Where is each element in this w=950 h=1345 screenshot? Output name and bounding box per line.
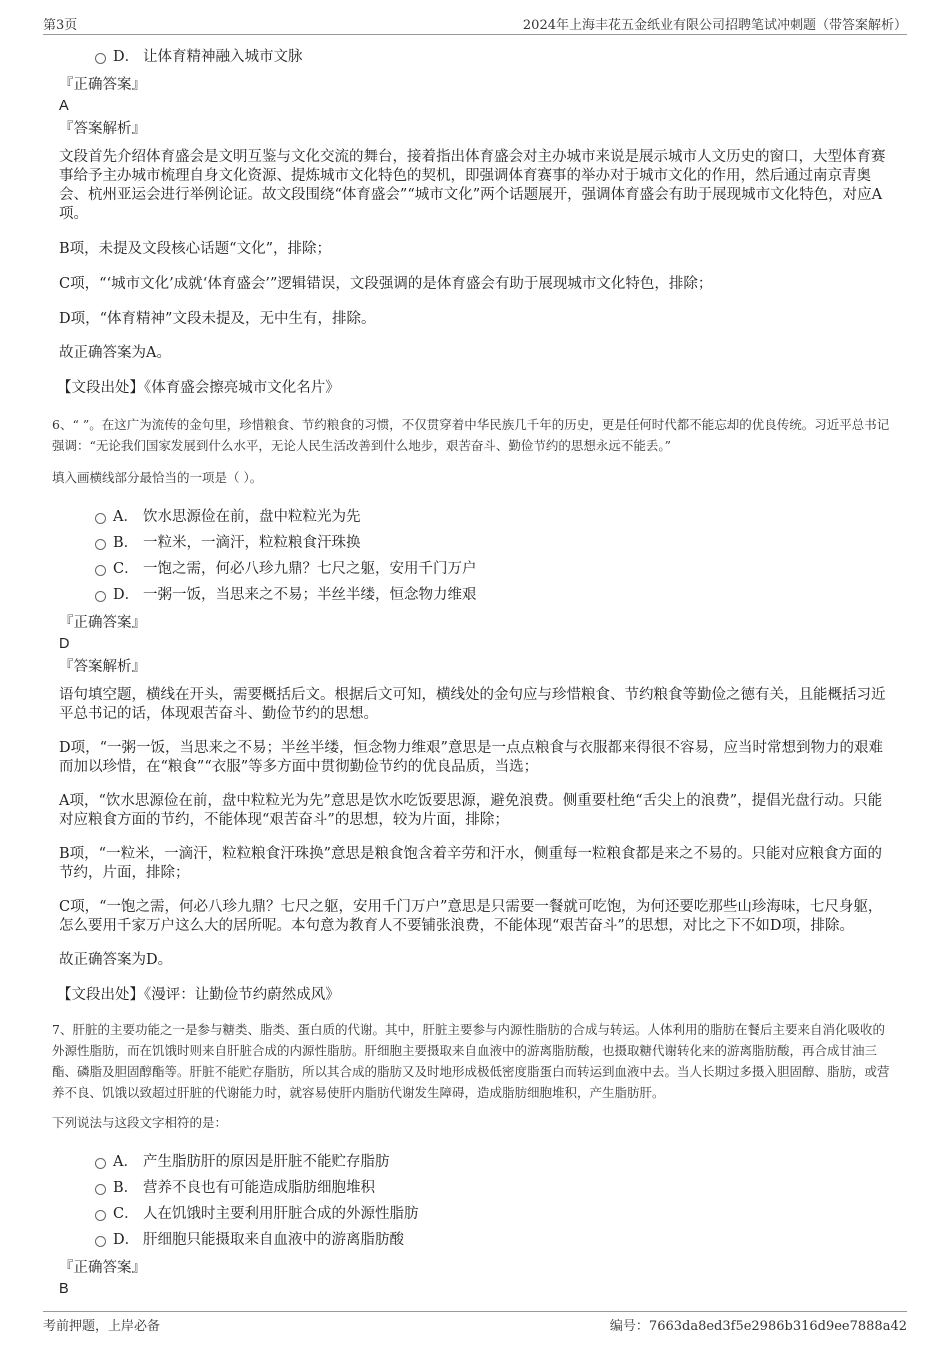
page-number: 第3页 bbox=[43, 18, 78, 33]
option-letter: A． bbox=[113, 509, 138, 525]
q5-analysis-p2: B项，未提及文段核心话题“文化”，排除； bbox=[59, 241, 331, 257]
q6-analysis-label: 『答案解析』 bbox=[59, 659, 146, 675]
option-text: 让体育精神融入城市文脉 bbox=[143, 49, 303, 65]
option-letter: C． bbox=[113, 1206, 139, 1222]
q6-answer-label: 『正确答案』 bbox=[59, 615, 146, 631]
q6-analysis-p5: C项，“一饱之需，何必八珍九鼎？七尺之躯，安用千门万户”意思是只需要一餐就可吃饱，为何还要吃那些山珍海味，七尺身躯，怎么要用千家万户这么大的居所呢。本句意为教育人不要铺张浪费，不能体现“艰苦奋斗”的思想，对比之下不如D项，排除。 bbox=[59, 899, 883, 934]
q5-analysis-p1: 文段首先介绍体育盛会是文明互鉴与文化交流的舞台，接着指出体育盛会对主办城市来说是展示城市人文历史的窗口，大型体育赛事给予主办城市梳理自身文化资源、提炼城市文化特色的契机，即强调体育赛事的举办对于城市文化的作用，然后通过南京青奥会、杭州亚运会进行举例论证。故文段围绕“体育盛会”“城市文化”两个话题展开，强调体育盛会有助于展现城市文化特色，对应A项。 bbox=[59, 149, 886, 222]
q5-analysis-p5: 故正确答案为A。 bbox=[59, 345, 171, 361]
radio-icon[interactable] bbox=[95, 1184, 106, 1195]
option-letter: D． bbox=[113, 1232, 140, 1248]
option-letter: B． bbox=[113, 1180, 139, 1196]
option-text: 饮水思源俭在前，盘中粒粒光为先 bbox=[143, 509, 361, 525]
q7-answer: B bbox=[59, 1281, 69, 1297]
page-header bbox=[43, 14, 907, 35]
q6-options bbox=[57, 504, 895, 608]
radio-icon[interactable] bbox=[95, 1236, 106, 1247]
q6-analysis-p2: D项，“一粥一饭，当思来之不易；半丝半缕，恒念物力维艰”意思是一点点粮食与衣服都来得很不容易，应当时常想到物力的艰难而加以珍惜，在“粮食”“衣服”等多方面中贯彻勤俭节约的优良品质，当选； bbox=[59, 740, 883, 775]
option-text: 肝细胞只能摄取来自血液中的游离脂肪酸 bbox=[143, 1232, 404, 1248]
q6-prompt: 填入画横线部分最恰当的一项是（ ）。 bbox=[52, 470, 263, 485]
option-text: 人在饥饿时主要利用肝脏合成的外源性脂肪 bbox=[143, 1206, 419, 1222]
radio-icon[interactable] bbox=[95, 539, 106, 550]
radio-icon[interactable] bbox=[95, 591, 106, 602]
q5-option-d[interactable] bbox=[55, 44, 895, 70]
q6-analysis-p3: A项，“饮水思源俭在前，盘中粒粒光为先”意思是饮水吃饭要思源，避免浪费。侧重要杜绝“舌尖上的浪费”，提倡光盘行动。只能对应粮食方面的节约，不能体现“艰苦奋斗”的思想，较为片面，排除； bbox=[59, 793, 883, 828]
q6-option-b[interactable] bbox=[55, 530, 895, 556]
q6-stem: 6、“ ”。在这广为流传的金句里，珍惜粮食、节约粮食的习惯，不仅贯穿着中华民族几千年的历史，更是任何时代都不能忘却的优良传统。习近平总书记强调：“无论我们国家发展到什么水平，无论人民生活改善到什么地步，艰苦奋斗、勤俭节约的思想永远不能丢。” bbox=[52, 417, 890, 453]
q6-option-d[interactable] bbox=[55, 582, 895, 608]
q6-answer: D bbox=[59, 636, 70, 652]
q6-option-c[interactable] bbox=[55, 556, 895, 582]
q5-analysis-p3: C项，“‘城市文化’成就‘体育盛会’”逻辑错误，文段强调的是体育盛会有助于展现城市文化特色，排除； bbox=[59, 276, 713, 292]
option-letter: B． bbox=[113, 535, 139, 551]
q7-prompt: 下列说法与这段文字相符的是： bbox=[52, 1115, 228, 1130]
radio-icon[interactable] bbox=[95, 1210, 106, 1221]
option-letter: D． bbox=[113, 49, 140, 65]
q6-source: 【文段出处】《漫评：让勤俭节约蔚然成风》 bbox=[57, 987, 340, 1003]
q7-option-a[interactable] bbox=[55, 1149, 895, 1175]
q5-answer: A bbox=[59, 98, 69, 114]
option-letter: C． bbox=[113, 561, 139, 577]
q5-source: 【文段出处】《体育盛会擦亮城市文化名片》 bbox=[57, 380, 340, 396]
q5-analysis-label: 『答案解析』 bbox=[59, 121, 146, 137]
option-text: 一饱之需，何必八珍九鼎？七尺之躯，安用千门万户 bbox=[143, 561, 477, 577]
page-content bbox=[52, 44, 895, 1299]
q6-analysis-p6: 故正确答案为D。 bbox=[59, 952, 173, 968]
q7-options bbox=[57, 1149, 895, 1253]
radio-icon[interactable] bbox=[95, 1158, 106, 1169]
q7-stem: 7、肝脏的主要功能之一是参与糖类、脂类、蛋白质的代谢。其中，肝脏主要参与内源性脂肪的合成与转运。人体利用的脂肪在餐后主要来自消化吸收的外源性脂肪，而在饥饿时则来自肝脏合成的内源性脂肪。肝细胞主要摄取来自血液中的游离脂肪酸，也摄取糖代谢转化来的游离脂肪酸，再合成甘油三酯、磷脂及胆固醇酯等。肝脏不能贮存脂肪，所以其合成的脂肪又及时地形成极低密度脂蛋白而转运到血液中去。当人长期过多摄入胆固醇、脂肪，或营养不良、饥饿以致超过肝脏的代谢能力时，就容易使肝内脂肪代谢发生障碍，造成脂肪细胞堆积，产生脂肪肝。 bbox=[52, 1022, 890, 1100]
radio-icon[interactable] bbox=[95, 565, 106, 576]
q6-analysis-p4: B项，“一粒米，一滴汗，粒粒粮食汗珠换”意思是粮食饱含着辛劳和汗水，侧重每一粒粮食都是来之不易的。只能对应粮食方面的节约，片面，排除； bbox=[59, 846, 882, 881]
footer-slogan: 考前押题，上岸必备 bbox=[43, 1319, 161, 1334]
q5-analysis-p4: D项，“体育精神”文段未提及，无中生有，排除。 bbox=[59, 311, 376, 327]
option-letter: D． bbox=[113, 587, 140, 603]
q6-analysis-p1: 语句填空题，横线在开头，需要概括后文。根据后文可知，横线处的金句应与珍惜粮食、节约粮食等勤俭之德有关，且能概括习近平总书记的话，体现艰苦奋斗、勤俭节约的思想。 bbox=[59, 687, 886, 722]
option-text: 产生脂肪肝的原因是肝脏不能贮存脂肪 bbox=[143, 1154, 390, 1170]
radio-icon[interactable] bbox=[95, 513, 106, 524]
q7-option-d[interactable] bbox=[55, 1227, 895, 1253]
q7-option-b[interactable] bbox=[55, 1175, 895, 1201]
option-text: 一粒米，一滴汗，粒粒粮食汗珠换 bbox=[143, 535, 361, 551]
option-text: 一粥一饭，当思来之不易；半丝半缕，恒念物力维艰 bbox=[143, 587, 477, 603]
q6-option-a[interactable] bbox=[55, 504, 895, 530]
option-letter: A． bbox=[113, 1154, 138, 1170]
radio-icon[interactable] bbox=[95, 53, 106, 64]
option-text: 营养不良也有可能造成脂肪细胞堆积 bbox=[143, 1180, 375, 1196]
document-code: 编号：7663da8ed3f5e2986b316d9ee7888a42 bbox=[609, 1319, 907, 1334]
q7-option-c[interactable] bbox=[55, 1201, 895, 1227]
q7-answer-label: 『正确答案』 bbox=[59, 1260, 146, 1276]
document-title: 2024年上海丰花五金纸业有限公司招聘笔试冲刺题（带答案解析） bbox=[522, 18, 907, 33]
page-footer bbox=[43, 1311, 907, 1336]
q5-answer-label: 『正确答案』 bbox=[59, 77, 146, 93]
